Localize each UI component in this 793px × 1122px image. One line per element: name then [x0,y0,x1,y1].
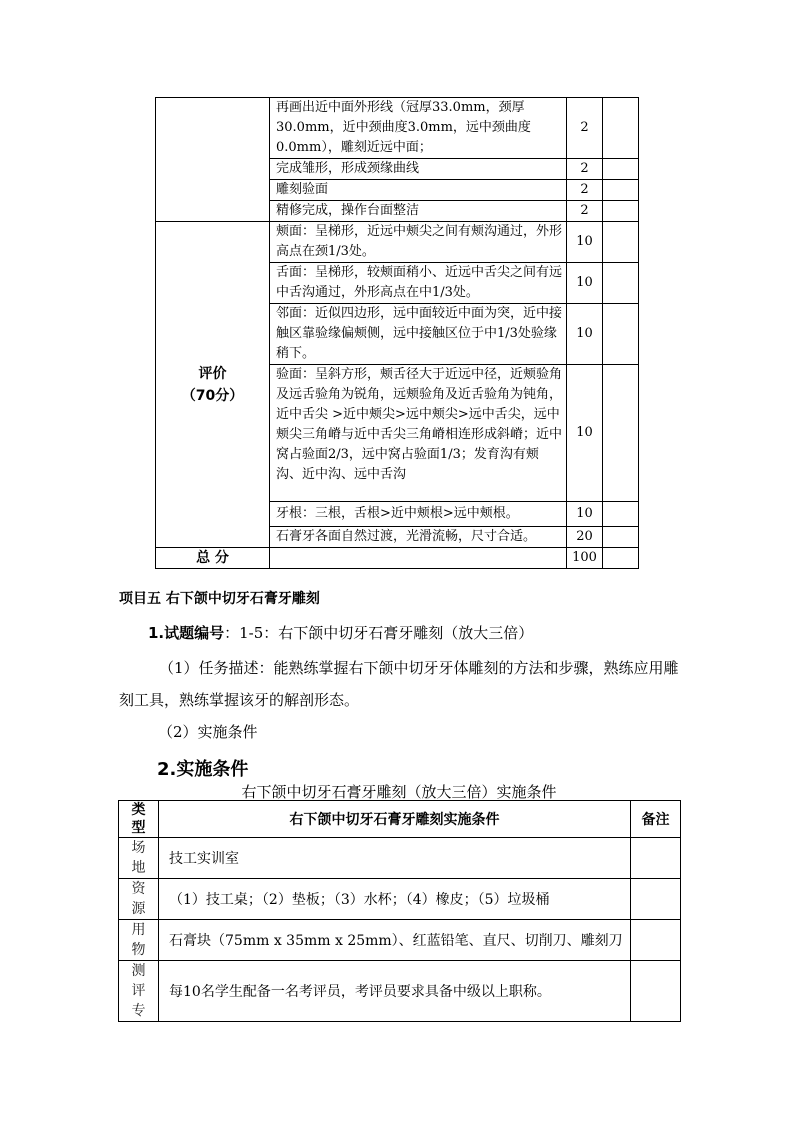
criterion-text: 验面：呈斜方形，颊舌径大于近远中径，近颊验角及远舌验角为锐角，远颊验角及近舌验角为钝角，近中舌尖 >近中颊尖>远中颊尖>远中舌尖，远中颊尖三角嵴与近中舌尖三角嵴相连形成斜嵴；近中窝占验面2/3，远中窝占验面1/3；发育沟有颊沟、近中沟、远中舌沟 [270,365,567,502]
criterion-score: 10 [567,365,603,502]
blank-cell [603,222,639,263]
row-content: （1）技工桌；（2）垫板；（3）水杯；（4）橡皮；（5）垃圾桶 [159,879,631,920]
table-row [156,98,639,159]
blank-cell [603,365,639,502]
evaluation-table [155,97,639,569]
item-1-line [148,622,533,643]
row-note [631,838,681,879]
criterion-text: 再画出近中面外形线（冠厚33.0mm，颈厚30.0mm，近中颈曲度3.0mm，远中颈曲度0.0mm），雕刻近远中面； [270,98,567,159]
task-description: （1）任务描述：能熟练掌握右下颌中切牙牙体雕刻的方法和步骤，熟练应用雕刻工具，熟练掌握该牙的解剖形态。 [119,659,679,709]
row-note [631,920,681,961]
section-heading: 2.实施条件 [157,759,249,780]
blank-cell [603,548,639,569]
criterion-text: 石膏牙各面自然过渡，光滑流畅，尺寸合适。 [270,527,567,548]
header-note: 备注 [631,801,681,838]
row-content: 石膏块（75mm x 35mm x 25mm）、红蓝铅笔、直尺、切削刀、雕刻刀 [159,920,631,961]
table-row [119,920,681,961]
criterion-score: 2 [567,98,603,159]
criterion-score: 2 [567,159,603,180]
criterion-score: 10 [567,304,603,365]
blank-cell [270,548,567,569]
criterion-score: 20 [567,527,603,548]
row-note [631,961,681,1022]
table-caption: 右下颌中切牙石膏牙雕刻（放大三倍）实施条件 [241,783,557,801]
table-row [119,879,681,920]
item-1-text: ：1-5：右下颌中切牙石膏牙雕刻（放大三倍） [224,624,534,642]
table-row [156,222,639,263]
row-content: 技工实训室 [159,838,631,879]
criterion-score: 10 [567,263,603,304]
criterion-text: 舌面：呈梯形，较颊面稍小、近远中舌尖之间有远中舌沟通过，外形高点在中1/3处。 [270,263,567,304]
criterion-text: 牙根：三根，舌根>近中颊根>远中颊根。 [270,502,567,527]
total-label: 总 分 [156,548,270,569]
criterion-score: 2 [567,201,603,222]
total-row [156,548,639,569]
blank-cell [603,502,639,527]
row-type: 用物 [119,920,159,961]
header-content: 右下颌中切牙石膏牙雕刻实施条件 [159,801,631,838]
table-row [119,838,681,879]
table-header-row [119,801,681,838]
criterion-text: 精修完成，操作台面整洁 [270,201,567,222]
blank-cell [603,98,639,159]
blank-cell [603,159,639,180]
evaluation-group-cell [156,222,270,548]
table-row [119,961,681,1022]
group-cell-empty [156,98,270,222]
criterion-score: 2 [567,180,603,201]
row-type: 资源 [119,879,159,920]
row-content: 每10名学生配备一名考评员，考评员要求具备中级以上职称。 [159,961,631,1022]
group-label: 评价 [198,365,227,382]
criterion-score: 10 [567,502,603,527]
header-type: 类型 [119,801,159,838]
criterion-text: 颊面：呈梯形，近远中颊尖之间有颊沟通过，外形高点在颈1/3处。 [270,222,567,263]
total-value: 100 [567,548,603,569]
blank-cell [603,304,639,365]
row-note [631,879,681,920]
blank-cell [603,201,639,222]
blank-cell [603,527,639,548]
item-1-label: 1.试题编号 [148,624,225,642]
row-type: 测评专 [119,961,159,1022]
criterion-text: 完成雏形，形成颈缘曲线 [270,159,567,180]
criterion-text: 邻面：近似四边形，远中面较近中面为突，近中接触区靠验缘偏颊侧，远中接触区位于中1/3处验缘稍下。 [270,304,567,365]
blank-cell [603,180,639,201]
group-points: （70分） [181,387,244,404]
conditions-table [118,800,681,1022]
blank-cell [603,263,639,304]
criterion-score: 10 [567,222,603,263]
row-type: 场地 [119,838,159,879]
subsection-conditions: （2）实施条件 [158,723,258,741]
criterion-text: 雕刻验面 [270,180,567,201]
project-title: 项目五 右下颌中切牙石膏牙雕刻 [119,591,320,607]
